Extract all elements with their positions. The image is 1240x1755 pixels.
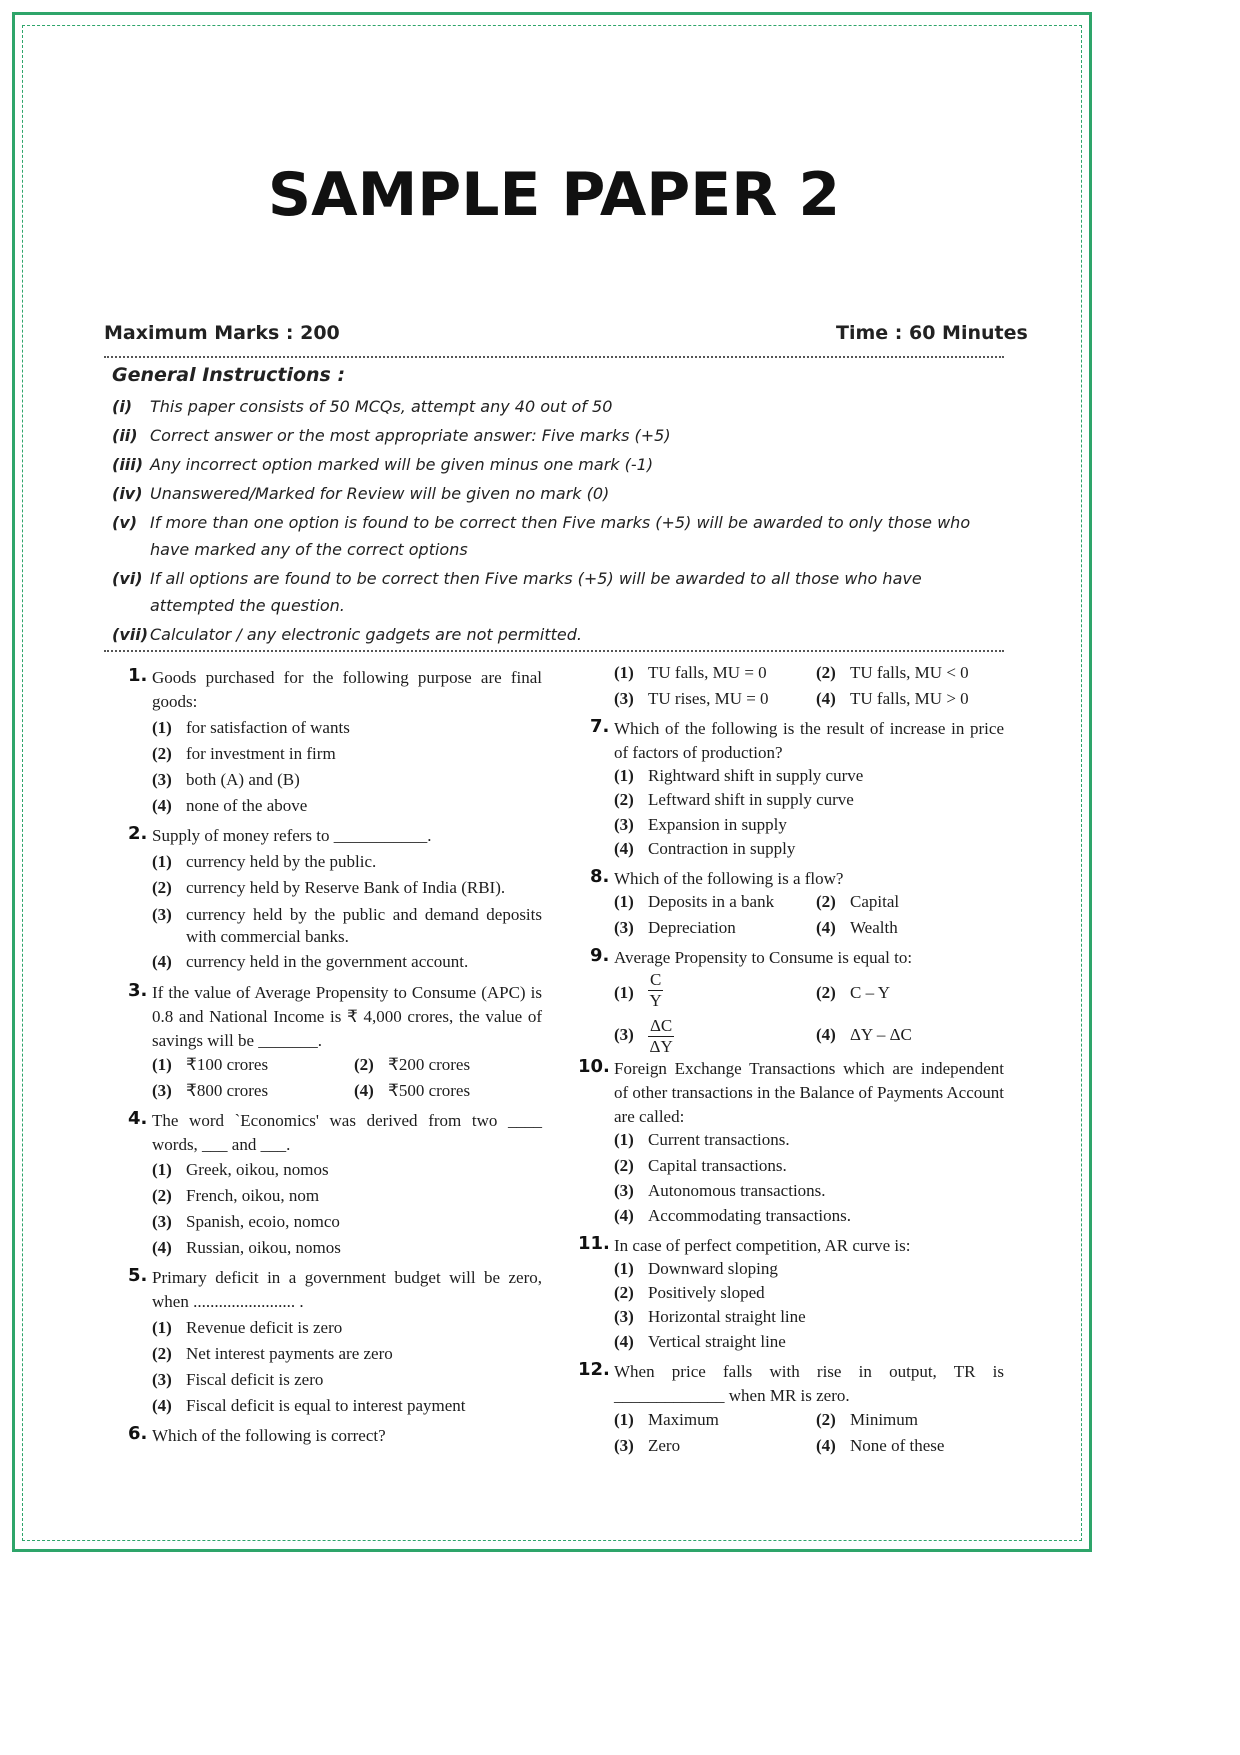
option-number: (4) (816, 918, 836, 937)
option-number: (2) (152, 1186, 172, 1205)
option-text: C – Y (850, 983, 890, 1002)
instruction-number: (ii) (112, 426, 138, 445)
option-number: (2) (816, 1410, 836, 1429)
option-text: ΔY – ΔC (850, 1025, 912, 1044)
option (614, 1307, 806, 1327)
page-title: SAMPLE PAPER 2 (267, 160, 841, 230)
option-text: TU falls, MU < 0 (850, 663, 969, 682)
option-text: currency held by the public. (186, 852, 377, 871)
option-text: None of these (850, 1436, 945, 1455)
option (152, 744, 336, 764)
option-number: (3) (152, 905, 172, 924)
option (614, 1130, 790, 1150)
option-number: (4) (614, 1206, 634, 1225)
option-text: Maximum (648, 1410, 719, 1429)
option-text: none of the above (186, 796, 308, 815)
option-text: Minimum (850, 1410, 919, 1429)
option-text: Spanish, ecoio, nomco (186, 1212, 340, 1231)
option-text: Expansion in supply (648, 815, 787, 834)
option-number: (2) (152, 1344, 172, 1363)
option-text: Net interest payments are zero (186, 1344, 393, 1363)
option-text: Vertical straight line (648, 1332, 786, 1351)
option (152, 1238, 341, 1258)
option-text: ₹200 crores (388, 1055, 471, 1074)
option-number: (4) (152, 1396, 172, 1415)
time-limit: Time : 60 Minutes (836, 322, 1028, 344)
instruction-number: (i) (112, 397, 133, 416)
option-number: (1) (614, 1259, 634, 1278)
option-text: currency held in the government account. (186, 952, 469, 971)
option-number: (3) (614, 1025, 634, 1044)
option-number: (1) (152, 852, 172, 871)
option-text: Zero (648, 1436, 681, 1455)
question-number: 6. (128, 1423, 148, 1444)
option-number: (1) (614, 1410, 634, 1429)
option (614, 1259, 778, 1279)
option-text: Fiscal deficit is zero (186, 1370, 324, 1389)
option (354, 1055, 470, 1075)
fraction-c-over-y (648, 970, 663, 1011)
option-text: TU rises, MU = 0 (648, 689, 769, 708)
option-text: Revenue deficit is zero (186, 1318, 343, 1337)
question-number: 1. (128, 665, 148, 686)
instruction-number: (vii) (112, 625, 149, 644)
option-text: currency held by Reserve Bank of India (RBI). (186, 878, 506, 897)
option-number: (4) (816, 1025, 836, 1044)
question-text: The word `Economics' was derived from two ____ words, ___ and ___. (152, 1111, 542, 1154)
option (816, 983, 890, 1003)
option (152, 952, 468, 972)
option-number: (2) (354, 1055, 374, 1074)
instruction-text: Unanswered/Marked for Review will be given no mark (0) (150, 484, 610, 503)
option (152, 1212, 340, 1232)
option-text: TU falls, MU = 0 (648, 663, 767, 682)
option-number: (2) (614, 1156, 634, 1175)
option-number: (2) (816, 663, 836, 682)
instruction-text: Correct answer or the most appropriate answer: Five marks (+5) (150, 426, 671, 445)
option (152, 852, 376, 872)
option (152, 1081, 268, 1101)
instructions-heading: General Instructions : (112, 364, 346, 386)
option-number: (4) (152, 796, 172, 815)
question-number: 9. (590, 945, 610, 966)
option (152, 718, 350, 738)
option-number: (2) (816, 892, 836, 911)
option (614, 892, 774, 912)
option-text: Horizontal straight line (648, 1307, 806, 1326)
option-number: (3) (614, 1436, 634, 1455)
maximum-marks: Maximum Marks : 200 (104, 322, 340, 344)
option (152, 1186, 319, 1206)
question-number: 4. (128, 1108, 148, 1129)
question-text: Which of the following is the result of increase in price of factors of production? (614, 719, 1004, 762)
option (614, 839, 795, 859)
option (614, 1156, 787, 1176)
fraction-numerator: C (650, 970, 662, 989)
option-text: Positively sloped (648, 1283, 765, 1302)
option-number: (2) (152, 744, 172, 763)
option-text: for satisfaction of wants (186, 718, 350, 737)
instruction-text: Any incorrect option marked will be given minus one mark (-1) (150, 455, 654, 474)
instruction-text: If all options are found to be correct then Five marks (+5) will be awarded to all those who have attempted the question. (150, 569, 922, 615)
option-text: Wealth (850, 918, 898, 937)
option-number: (4) (816, 689, 836, 708)
option (816, 663, 969, 683)
option (152, 1370, 323, 1390)
option-number: (1) (614, 663, 634, 682)
option (614, 1436, 680, 1456)
option-number: (3) (614, 918, 634, 937)
option-number: (4) (816, 1436, 836, 1455)
option-text: French, oikou, nom (186, 1186, 320, 1205)
option-number: (4) (614, 839, 634, 858)
option (152, 796, 307, 816)
instruction-text: If more than one option is found to be correct then Five marks (+5) will be awarded to only those who have marked any of the correct options (150, 513, 971, 559)
option-text: Downward sloping (648, 1259, 778, 1278)
option (152, 904, 542, 948)
option (614, 1410, 719, 1430)
question-number: 11. (578, 1233, 610, 1254)
option (614, 1332, 786, 1352)
instruction-text: Calculator / any electronic gadgets are not permitted. (150, 625, 583, 644)
instruction-number: (iv) (112, 484, 143, 503)
option (816, 892, 899, 912)
option-text: Depreciation (648, 918, 736, 937)
option-text: ₹800 crores (186, 1081, 269, 1100)
option-text: Rightward shift in supply curve (648, 766, 864, 785)
instruction-number: (iii) (112, 455, 144, 474)
instruction-number: (vi) (112, 569, 143, 588)
option (816, 1436, 944, 1456)
option-number: (1) (152, 718, 172, 737)
option-number: (1) (614, 1130, 634, 1149)
option-number: (1) (614, 766, 634, 785)
option-text: currency held by the public and demand deposits with commercial banks. (186, 905, 542, 946)
question-number: 7. (590, 716, 610, 737)
option-number: (3) (152, 1370, 172, 1389)
option-number: (1) (152, 1160, 172, 1179)
option (152, 1055, 268, 1075)
option-number: (3) (614, 1181, 634, 1200)
question-text: Which of the following is a flow? (614, 869, 844, 888)
question-number: 8. (590, 866, 610, 887)
option-number: (1) (614, 983, 634, 1002)
option (152, 1396, 465, 1416)
option-text: ₹100 crores (186, 1055, 269, 1074)
option-number: (3) (152, 1212, 172, 1231)
option-text: Capital transactions. (648, 1156, 787, 1175)
option-text: Fiscal deficit is equal to interest payment (186, 1396, 466, 1415)
option (614, 983, 648, 1003)
option-number: (4) (152, 952, 172, 971)
option (816, 1410, 918, 1430)
option (152, 1344, 393, 1364)
option-text: Russian, oikou, nomos (186, 1238, 341, 1257)
option-number: (3) (614, 1307, 634, 1326)
question-text: Supply of money refers to ___________. (152, 826, 432, 845)
option (152, 878, 505, 898)
option (152, 1160, 329, 1180)
question-text: Foreign Exchange Transactions which are independent of other transactions in the Balance of Payments Account are called: (614, 1059, 1004, 1126)
option-number: (4) (354, 1081, 374, 1100)
fraction-denominator: ΔY (649, 1037, 673, 1056)
question-number: 5. (128, 1265, 148, 1286)
option-number: (2) (816, 983, 836, 1002)
option-text: Capital (850, 892, 900, 911)
question-text: In case of perfect competition, AR curve is: (614, 1236, 911, 1255)
option-number: (3) (614, 689, 634, 708)
option (614, 815, 787, 835)
option-text: Accommodating transactions. (648, 1206, 852, 1225)
option-text: Leftward shift in supply curve (648, 790, 854, 809)
option (614, 663, 767, 683)
option-text: for investment in firm (186, 744, 336, 763)
question-text: When price falls with rise in output, TR is _____________ when MR is zero. (614, 1362, 1004, 1405)
option (614, 1206, 851, 1226)
option (152, 770, 300, 790)
divider-bottom (104, 650, 1004, 652)
option-number: (1) (614, 892, 634, 911)
option-number: (4) (614, 1332, 634, 1351)
option-text: both (A) and (B) (186, 770, 300, 789)
fraction-denominator: Y (649, 991, 662, 1010)
option-text: Deposits in a bank (648, 892, 775, 911)
question-text: Which of the following is correct? (152, 1426, 386, 1445)
option-number: (4) (152, 1238, 172, 1257)
option-number: (1) (152, 1055, 172, 1074)
question-number: 12. (578, 1359, 610, 1380)
option (614, 1283, 765, 1303)
question-number: 3. (128, 980, 148, 1001)
question-text: If the value of Average Propensity to Consume (APC) is 0.8 and National Income is ₹ 4,000 crores, the value of savings will be _______. (152, 983, 542, 1050)
option (614, 790, 854, 810)
option (614, 918, 736, 938)
question-number: 2. (128, 823, 148, 844)
instruction-text: This paper consists of 50 MCQs, attempt any 40 out of 50 (150, 397, 613, 416)
question-number: 10. (578, 1056, 610, 1077)
option-text: Contraction in supply (648, 839, 796, 858)
option-text: Current transactions. (648, 1130, 790, 1149)
option-number: (1) (152, 1318, 172, 1337)
question-text: Average Propensity to Consume is equal to: (614, 948, 913, 967)
option-text: Greek, oikou, nomos (186, 1160, 329, 1179)
option (614, 1025, 648, 1045)
option (816, 1025, 912, 1045)
option-text: Autonomous transactions. (648, 1181, 826, 1200)
question-text: Primary deficit in a government budget will be zero, when ........................ . (152, 1268, 542, 1311)
divider-top (104, 356, 1004, 358)
option-number: (3) (614, 815, 634, 834)
option (614, 689, 769, 709)
fraction-delta-c-over-delta-y (648, 1016, 674, 1057)
option (354, 1081, 470, 1101)
option (614, 766, 863, 786)
option-number: (3) (152, 1081, 172, 1100)
option-number: (2) (614, 790, 634, 809)
option (614, 1181, 826, 1201)
instruction-number: (v) (112, 513, 138, 532)
option (152, 1318, 342, 1338)
option-number: (3) (152, 770, 172, 789)
option (816, 918, 898, 938)
option-number: (2) (152, 878, 172, 897)
question-text: Goods purchased for the following purpose are final goods: (152, 668, 542, 711)
option-text: TU falls, MU > 0 (850, 689, 969, 708)
option-text: ₹500 crores (388, 1081, 471, 1100)
option-number: (2) (614, 1283, 634, 1302)
fraction-numerator: ΔC (650, 1016, 673, 1035)
option (816, 689, 969, 709)
